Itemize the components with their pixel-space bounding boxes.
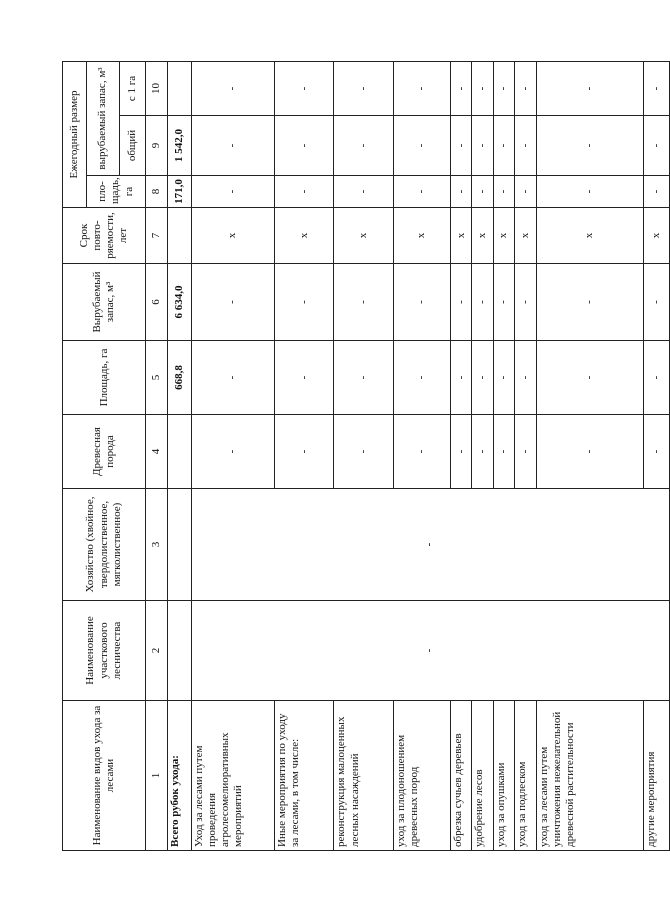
cell-c10: - [274,61,334,115]
cell-c6: - [191,264,274,341]
table-row [274,61,334,850]
cell-c4: - [493,415,514,489]
cell-c10: - [536,61,643,115]
cell-c4: - [643,415,669,489]
cell-c5: - [472,341,493,415]
table-row [334,61,394,850]
cell-c7: x [493,208,514,264]
cell-c7 [167,208,191,264]
column-number-5: 5 [146,341,167,415]
cell-c8: - [191,176,274,208]
cell-c4: - [472,415,493,489]
cell-c8: - [536,176,643,208]
cell-c6: - [450,264,471,341]
cell-c7: x [515,208,536,264]
cell-c9: - [334,116,394,176]
column-number-4: 4 [146,415,167,489]
cell-c6: - [493,264,514,341]
cell-c8: - [450,176,471,208]
cell-c9: - [393,116,450,176]
cell-c4: - [393,415,450,489]
cell-c2 [167,601,191,701]
cell-c5: - [393,341,450,415]
header-c10: с 1 га [120,61,146,115]
merged-cell-c2: - [191,601,669,701]
cell-c10: - [515,61,536,115]
cell-c9: 1 542,0 [167,116,191,176]
cell-c4 [167,415,191,489]
cell-c7: x [536,208,643,264]
cell-c10: - [393,61,450,115]
cell-c6: - [536,264,643,341]
cell-c7: x [643,208,669,264]
cell-c9: - [191,116,274,176]
cell-c9: - [536,116,643,176]
cell-c8: - [643,176,669,208]
cell-c9: - [274,116,334,176]
cell-c4: - [515,415,536,489]
merged-cell-c3: - [191,489,669,601]
cell-c6: - [643,264,669,341]
header-c3: Хозяйство (хвойное, твердолиственное, мягколиственное) [63,489,146,601]
cell-c6: - [274,264,334,341]
cell-c4: - [450,415,471,489]
cell-c8: - [515,176,536,208]
cell-c7: x [334,208,394,264]
table-row [643,61,669,850]
column-number-7: 7 [146,208,167,264]
header-volume-group: вырубаемый запас, м³ [86,61,119,175]
header-c9: общий [120,116,146,176]
cell-c6: 6 634,0 [167,264,191,341]
header-annual: Ежегодный размер [63,61,87,207]
column-number-6: 6 [146,264,167,341]
cell-c4: - [274,415,334,489]
cell-c6: - [472,264,493,341]
cell-c7: x [472,208,493,264]
header-c8: пло-щадь, га [86,176,145,208]
row-name: реконструкция малоценных лесных насаждений [334,701,394,851]
cell-c5: - [191,341,274,415]
cell-c7: x [393,208,450,264]
table-row [167,61,191,850]
header-c6: Вырубаемый запас, м³ [63,264,146,341]
table-row [493,61,514,850]
row-name: уход за подлеском [515,701,536,851]
column-number-row [146,61,167,850]
table-row [191,61,274,850]
row-name: уход за опушками [493,701,514,851]
cell-c8: - [393,176,450,208]
cell-c10: - [472,61,493,115]
cell-c5: - [536,341,643,415]
row-name: уход за лесами путем уничтожения нежелательной древесной растительности [536,701,643,851]
cell-c6: - [515,264,536,341]
cell-c10: - [450,61,471,115]
forest-care-table [62,61,670,851]
row-name: Иные мероприятия по уходу за лесами, в том числе: [274,701,334,851]
cell-c10: - [643,61,669,115]
column-number-8: 8 [146,176,167,208]
table-row [472,61,493,850]
cell-c7: x [274,208,334,264]
cell-c10: - [493,61,514,115]
row-name: удобрение лесов [472,701,493,851]
column-number-3: 3 [146,489,167,601]
cell-c8: - [493,176,514,208]
row-name: обрезка сучьев деревьев [450,701,471,851]
table-row [536,61,643,850]
cell-c5: - [493,341,514,415]
cell-c5: - [515,341,536,415]
cell-c5: - [643,341,669,415]
cell-c10 [167,61,191,115]
cell-c5: - [334,341,394,415]
row-name: Уход за лесами путем проведения агролесомелиоративных мероприятий [191,701,274,851]
column-number-1: 1 [146,701,167,851]
cell-c5: 668,8 [167,341,191,415]
cell-c9: - [450,116,471,176]
cell-c8: - [334,176,394,208]
row-name: уход за плодоношением древесных пород [393,701,450,851]
cell-c4: - [191,415,274,489]
cell-c6: - [334,264,394,341]
cell-c7: x [450,208,471,264]
cell-c7: x [191,208,274,264]
header-c5: Площадь, га [63,341,146,415]
column-number-2: 2 [146,601,167,701]
table-row [393,61,450,850]
cell-c3 [167,489,191,601]
header-c4: Древесная порода [63,415,146,489]
cell-c8: 171,0 [167,176,191,208]
cell-c10: - [334,61,394,115]
table-row [515,61,536,850]
cell-c6: - [393,264,450,341]
column-number-9: 9 [146,116,167,176]
column-number-10: 10 [146,61,167,115]
cell-c10: - [191,61,274,115]
cell-c5: - [450,341,471,415]
header-c1: Наименование видов ухода за лесами [63,701,146,851]
cell-c9: - [643,116,669,176]
row-name: Всего рубок ухода: [167,701,191,851]
cell-c9: - [472,116,493,176]
cell-c9: - [493,116,514,176]
cell-c9: - [515,116,536,176]
header-c7: Срок повто-ряемости, лет [63,208,146,264]
cell-c5: - [274,341,334,415]
cell-c8: - [472,176,493,208]
header-row-1 [63,61,87,850]
cell-c8: - [274,176,334,208]
cell-c4: - [334,415,394,489]
table-row [450,61,471,850]
row-name: другие мероприятия [643,701,669,851]
rotated-table-container [62,62,670,851]
header-c2: Наименование участкового лесничества [63,601,146,701]
cell-c4: - [536,415,643,489]
